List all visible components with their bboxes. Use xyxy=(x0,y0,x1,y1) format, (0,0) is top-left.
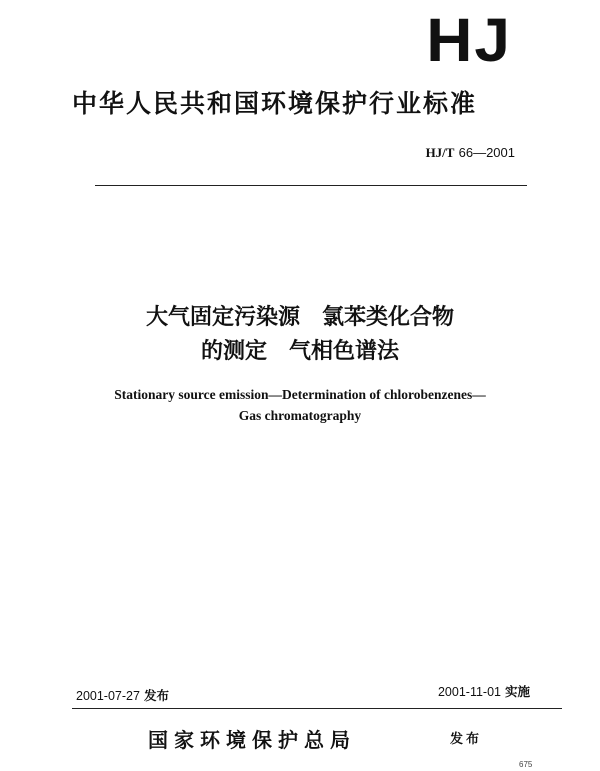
issue-date-value: 2001-07-27 xyxy=(76,689,140,703)
title-cn-line-1: 大气固定污染源 氯苯类化合物 xyxy=(145,305,454,330)
standard-number-prefix: HJ/T xyxy=(425,145,455,160)
effective-date-label: 实施 xyxy=(504,684,530,699)
effective-date-value: 2001-11-01 xyxy=(437,685,501,699)
page-number: 675 xyxy=(519,760,533,769)
issue-date-label: 发布 xyxy=(143,688,169,703)
title-en-line-1: Stationary source emission—Determination of chlorobenzenes— xyxy=(114,387,486,402)
standard-number-code: 66—2001 xyxy=(458,145,515,160)
title-en-line-2: Gas chromatography xyxy=(238,408,362,423)
header-divider xyxy=(95,185,527,186)
title-cn-line-2: 的测定 气相色谱法 xyxy=(200,339,399,364)
hj-logo: HJ xyxy=(426,5,512,75)
footer-divider xyxy=(72,708,562,709)
effective-date xyxy=(438,684,530,700)
publisher-name: 国家环境保护总局 xyxy=(148,728,356,752)
standard-category-title: 中华人民共和国环境保护行业标准 xyxy=(72,89,478,118)
publisher-suffix: 发布 xyxy=(450,732,483,747)
issue-date xyxy=(76,688,169,704)
standard-number xyxy=(426,145,515,162)
